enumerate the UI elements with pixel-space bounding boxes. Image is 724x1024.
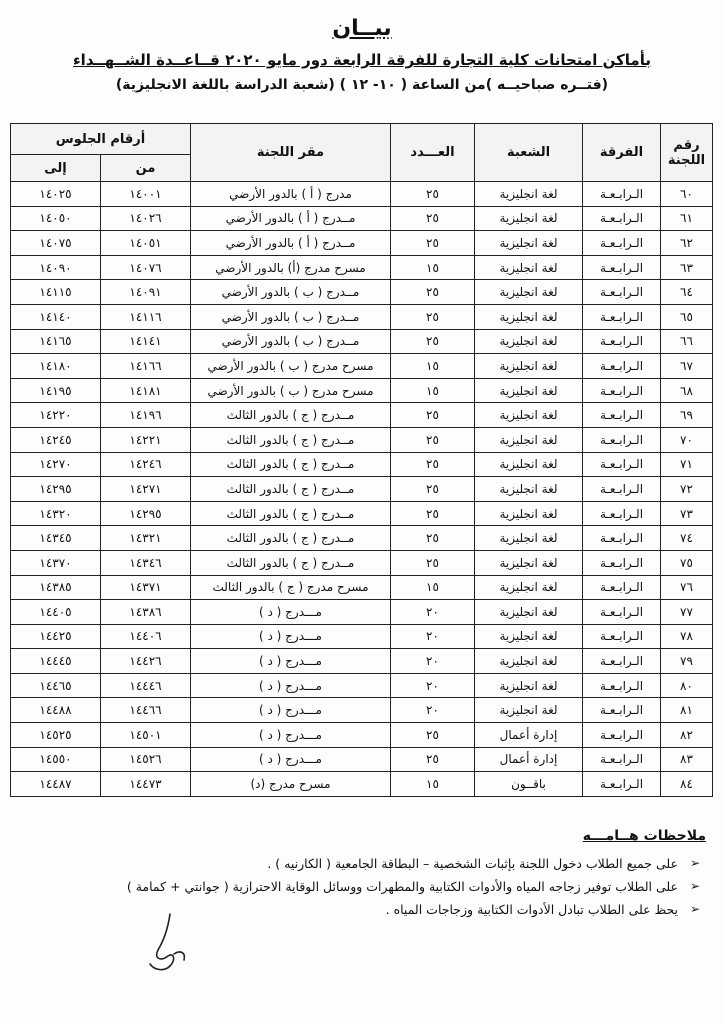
handwritten-signature [140, 910, 200, 980]
cell-seat-to: ١٤٤٨٧ [11, 772, 101, 797]
table-row [11, 403, 713, 428]
cell-seat-to: ١٤١١٥ [11, 280, 101, 305]
header-to: إلى [11, 155, 101, 182]
cell-division: لغة انجليزية [475, 649, 583, 674]
cell-grade: الـرابـعـة [583, 501, 661, 526]
cell-count: ٢٥ [391, 231, 475, 256]
cell-seat-from: ١٤١٨١ [101, 378, 191, 403]
cell-location: مسرح مدرج ( ب ) بالدور الأرضي [191, 378, 391, 403]
cell-count: ١٥ [391, 354, 475, 379]
header-seat-numbers: أرقام الجلوس [11, 124, 191, 155]
cell-seat-to: ١٤٣٤٥ [11, 526, 101, 551]
cell-seat-to: ١٤٤٠٥ [11, 600, 101, 625]
cell-count: ١٥ [391, 772, 475, 797]
cell-grade: الـرابـعـة [583, 477, 661, 502]
cell-seat-from: ١٤٢٤٦ [101, 452, 191, 477]
cell-division: لغة انجليزية [475, 182, 583, 207]
cell-location: مـــدرج ( د ) [191, 649, 391, 674]
cell-seat-to: ١٤٣٢٠ [11, 501, 101, 526]
cell-location: مــدرج ( ج ) بالدور الثالث [191, 427, 391, 452]
table-row [11, 280, 713, 305]
table-row [11, 477, 713, 502]
cell-division: لغة انجليزية [475, 550, 583, 575]
cell-location: مـــدرج ( د ) [191, 698, 391, 723]
table-row [11, 427, 713, 452]
cell-seat-from: ١٤٥٠١ [101, 723, 191, 748]
cell-seat-to: ١٤٢٢٠ [11, 403, 101, 428]
table-row [11, 329, 713, 354]
table-row [11, 575, 713, 600]
cell-seat-from: ١٤٢٢١ [101, 427, 191, 452]
table-row [11, 354, 713, 379]
cell-location: مـــدرج ( د ) [191, 747, 391, 772]
cell-seat-from: ١٤٤٤٦ [101, 673, 191, 698]
cell-count: ٢٠ [391, 673, 475, 698]
cell-count: ٢٥ [391, 280, 475, 305]
cell-count: ١٥ [391, 378, 475, 403]
cell-count: ٢٠ [391, 649, 475, 674]
table-row [11, 452, 713, 477]
cell-grade: الـرابـعـة [583, 575, 661, 600]
cell-location: مـــدرج ( د ) [191, 673, 391, 698]
table-row [11, 501, 713, 526]
cell-committee-no: ٦٤ [661, 280, 713, 305]
cell-grade: الـرابـعـة [583, 624, 661, 649]
header-from: من [101, 155, 191, 182]
cell-division: لغة انجليزية [475, 600, 583, 625]
cell-count: ٢٥ [391, 477, 475, 502]
cell-count: ٢٥ [391, 329, 475, 354]
cell-seat-from: ١٤٣٧١ [101, 575, 191, 600]
cell-grade: الـرابـعـة [583, 427, 661, 452]
exam-schedule-table [10, 123, 713, 797]
table-row [11, 304, 713, 329]
cell-grade: الـرابـعـة [583, 329, 661, 354]
cell-count: ٢٠ [391, 600, 475, 625]
table-row [11, 747, 713, 772]
cell-seat-from: ١٤٠٢٦ [101, 206, 191, 231]
note-item: ➢ على جميع الطلاب دخول اللجنة بإثبات الشخصية – البطاقة الجامعية ( الكارنيه ) . [16, 852, 678, 875]
cell-grade: الـرابـعـة [583, 403, 661, 428]
cell-grade: الـرابـعـة [583, 280, 661, 305]
notes-title: ملاحظات هــامـــه [582, 828, 706, 844]
cell-location: مــدرج ( ج ) بالدور الثالث [191, 526, 391, 551]
cell-committee-no: ٦٩ [661, 403, 713, 428]
cell-division: لغة انجليزية [475, 526, 583, 551]
notes-list [16, 852, 706, 921]
cell-grade: الـرابـعـة [583, 723, 661, 748]
cell-division: إدارة أعمال [475, 747, 583, 772]
cell-location: مــدرج ( ج ) بالدور الثالث [191, 501, 391, 526]
cell-location: مــدرج ( ج ) بالدور الثالث [191, 477, 391, 502]
cell-count: ٢٥ [391, 452, 475, 477]
cell-seat-to: ١٤٠٧٥ [11, 231, 101, 256]
cell-committee-no: ٦٣ [661, 255, 713, 280]
table-row [11, 550, 713, 575]
cell-committee-no: ٨٠ [661, 673, 713, 698]
cell-committee-no: ٨٤ [661, 772, 713, 797]
cell-seat-from: ١٤٣٤٦ [101, 550, 191, 575]
cell-grade: الـرابـعـة [583, 304, 661, 329]
cell-location: مــدرج ( ب ) بالدور الأرضي [191, 304, 391, 329]
cell-division: إدارة أعمال [475, 723, 583, 748]
table-row [11, 231, 713, 256]
cell-grade: الـرابـعـة [583, 772, 661, 797]
cell-seat-to: ١٤٢٧٠ [11, 452, 101, 477]
table-row [11, 673, 713, 698]
cell-grade: الـرابـعـة [583, 255, 661, 280]
cell-seat-to: ١٤٠٥٠ [11, 206, 101, 231]
cell-location: مــدرج ( ب ) بالدور الأرضي [191, 329, 391, 354]
cell-seat-to: ١٤٤٢٥ [11, 624, 101, 649]
cell-count: ٢٥ [391, 501, 475, 526]
cell-seat-from: ١٤٠٧٦ [101, 255, 191, 280]
cell-division: لغة انجليزية [475, 255, 583, 280]
cell-location: مــدرج ( ج ) بالدور الثالث [191, 550, 391, 575]
note-item: ➢ يحظ على الطلاب تبادل الأدوات الكتابية وزجاجات المياه . [16, 898, 678, 921]
cell-location: مــدرج ( أ ) بالدور الأرضي [191, 206, 391, 231]
cell-division: لغة انجليزية [475, 673, 583, 698]
cell-location: مدرج ( أ ) بالدور الأرضي [191, 182, 391, 207]
cell-seat-from: ١٤١٤١ [101, 329, 191, 354]
cell-committee-no: ٧٠ [661, 427, 713, 452]
cell-seat-from: ١٤٠٩١ [101, 280, 191, 305]
cell-grade: الـرابـعـة [583, 526, 661, 551]
header-grade: الفرقة [583, 124, 661, 182]
cell-seat-from: ١٤٤٦٦ [101, 698, 191, 723]
cell-seat-to: ١٤٥٥٠ [11, 747, 101, 772]
cell-seat-to: ١٤٥٢٥ [11, 723, 101, 748]
cell-division: لغة انجليزية [475, 403, 583, 428]
cell-count: ٢٥ [391, 403, 475, 428]
cell-grade: الـرابـعـة [583, 206, 661, 231]
document-subtitle: بأماكن امتحانات كلية التجارة للفرقة الرابعة دور مايو ٢٠٢٠ قــاعــدة الشــهــداء [72, 51, 651, 69]
table-row [11, 649, 713, 674]
cell-location: مــدرج ( ج ) بالدور الثالث [191, 403, 391, 428]
cell-seat-to: ١٤٢٩٥ [11, 477, 101, 502]
cell-count: ٢٥ [391, 526, 475, 551]
session-period: (فتــره صباحيــه )من الساعة ( ١٠- ١٢ ) (شعبة الدراسة باللغة الانجليزية) [115, 77, 609, 93]
document-header [0, 12, 724, 96]
cell-count: ٢٥ [391, 550, 475, 575]
notes-section [16, 828, 706, 921]
cell-grade: الـرابـعـة [583, 747, 661, 772]
cell-grade: الـرابـعـة [583, 354, 661, 379]
cell-grade: الـرابـعـة [583, 673, 661, 698]
cell-division: لغة انجليزية [475, 624, 583, 649]
cell-count: ٢٥ [391, 206, 475, 231]
cell-seat-from: ١٤٤٧٣ [101, 772, 191, 797]
cell-seat-from: ١٤٠٠١ [101, 182, 191, 207]
cell-count: ٢٠ [391, 698, 475, 723]
cell-division: لغة انجليزية [475, 427, 583, 452]
cell-location: مسرح مدرج ( ج ) بالدور الثالث [191, 575, 391, 600]
cell-division: لغة انجليزية [475, 452, 583, 477]
cell-count: ٢٥ [391, 304, 475, 329]
cell-seat-to: ١٤٠٢٥ [11, 182, 101, 207]
cell-division: لغة انجليزية [475, 329, 583, 354]
cell-location: مـــدرج ( د ) [191, 600, 391, 625]
cell-seat-from: ١٤١٩٦ [101, 403, 191, 428]
cell-division: لغة انجليزية [475, 477, 583, 502]
cell-seat-to: ١٤٤٤٥ [11, 649, 101, 674]
cell-committee-no: ٦١ [661, 206, 713, 231]
cell-committee-no: ٦٨ [661, 378, 713, 403]
cell-location: مـــدرج ( د ) [191, 624, 391, 649]
table-row [11, 182, 713, 207]
cell-seat-from: ١٤١٦٦ [101, 354, 191, 379]
table-row [11, 206, 713, 231]
cell-committee-no: ٨٢ [661, 723, 713, 748]
cell-location: مسرح مدرج (أ) بالدور الأرضي [191, 255, 391, 280]
cell-seat-from: ١٤٢٧١ [101, 477, 191, 502]
header-division: الشعبة [475, 124, 583, 182]
cell-seat-to: ١٤١٤٠ [11, 304, 101, 329]
header-location: مقر اللجنة [191, 124, 391, 182]
cell-seat-to: ١٤٢٤٥ [11, 427, 101, 452]
cell-seat-to: ١٤٣٨٥ [11, 575, 101, 600]
cell-location: مسرح مدرج (د) [191, 772, 391, 797]
table-row [11, 526, 713, 551]
table-row [11, 378, 713, 403]
cell-location: مـــدرج ( د ) [191, 723, 391, 748]
cell-seat-from: ١٤٠٥١ [101, 231, 191, 256]
cell-committee-no: ٦٢ [661, 231, 713, 256]
header-committee-no: رقم اللجنة [661, 124, 713, 182]
cell-seat-from: ١٤٢٩٥ [101, 501, 191, 526]
cell-committee-no: ٧٧ [661, 600, 713, 625]
cell-location: مــدرج ( ب ) بالدور الأرضي [191, 280, 391, 305]
cell-seat-to: ١٤١٦٥ [11, 329, 101, 354]
cell-seat-from: ١٤٤٠٦ [101, 624, 191, 649]
cell-committee-no: ٦٠ [661, 182, 713, 207]
cell-count: ١٥ [391, 575, 475, 600]
cell-committee-no: ٨١ [661, 698, 713, 723]
cell-division: لغة انجليزية [475, 354, 583, 379]
cell-committee-no: ٧٤ [661, 526, 713, 551]
cell-grade: الـرابـعـة [583, 182, 661, 207]
cell-grade: الـرابـعـة [583, 550, 661, 575]
header-count: العـــدد [391, 124, 475, 182]
cell-division: لغة انجليزية [475, 698, 583, 723]
cell-grade: الـرابـعـة [583, 649, 661, 674]
cell-division: لغة انجليزية [475, 280, 583, 305]
cell-division: لغة انجليزية [475, 501, 583, 526]
cell-grade: الـرابـعـة [583, 600, 661, 625]
cell-committee-no: ٧٦ [661, 575, 713, 600]
cell-grade: الـرابـعـة [583, 452, 661, 477]
cell-committee-no: ٨٣ [661, 747, 713, 772]
table-row [11, 255, 713, 280]
table-row [11, 600, 713, 625]
cell-division: لغة انجليزية [475, 206, 583, 231]
cell-count: ٢٥ [391, 182, 475, 207]
cell-committee-no: ٧٨ [661, 624, 713, 649]
cell-count: ٢٥ [391, 723, 475, 748]
cell-grade: الـرابـعـة [583, 378, 661, 403]
cell-seat-to: ١٤٣٧٠ [11, 550, 101, 575]
cell-committee-no: ٦٥ [661, 304, 713, 329]
table-row [11, 624, 713, 649]
cell-seat-from: ١٤٣٨٦ [101, 600, 191, 625]
cell-seat-to: ١٤١٩٥ [11, 378, 101, 403]
cell-committee-no: ٧٣ [661, 501, 713, 526]
cell-location: مسرح مدرج ( ب ) بالدور الأرضي [191, 354, 391, 379]
table-row [11, 772, 713, 797]
document-title: بيــان [332, 16, 392, 41]
table-row [11, 723, 713, 748]
cell-seat-to: ١٤٠٩٠ [11, 255, 101, 280]
cell-committee-no: ٧٩ [661, 649, 713, 674]
cell-committee-no: ٧٢ [661, 477, 713, 502]
cell-division: لغة انجليزية [475, 378, 583, 403]
cell-grade: الـرابـعـة [583, 231, 661, 256]
cell-grade: الـرابـعـة [583, 698, 661, 723]
cell-location: مــدرج ( ج ) بالدور الثالث [191, 452, 391, 477]
cell-count: ١٥ [391, 255, 475, 280]
cell-committee-no: ٦٧ [661, 354, 713, 379]
cell-count: ٢٥ [391, 427, 475, 452]
cell-count: ٢٥ [391, 747, 475, 772]
table-body [11, 182, 713, 797]
note-item: ➢ على الطلاب توفير زجاجه المياه والأدوات الكتابية والمطهرات ووسائل الوقاية الاحترازية ( جوانتي + كمامة ) [16, 875, 678, 898]
cell-seat-from: ١٤٤٢٦ [101, 649, 191, 674]
cell-committee-no: ٧١ [661, 452, 713, 477]
cell-count: ٢٠ [391, 624, 475, 649]
cell-division: لغة انجليزية [475, 304, 583, 329]
cell-seat-from: ١٤١١٦ [101, 304, 191, 329]
cell-seat-from: ١٤٥٢٦ [101, 747, 191, 772]
cell-seat-to: ١٤٤٨٨ [11, 698, 101, 723]
cell-division: لغة انجليزية [475, 231, 583, 256]
cell-division: باقــون [475, 772, 583, 797]
cell-location: مــدرج ( أ ) بالدور الأرضي [191, 231, 391, 256]
cell-division: لغة انجليزية [475, 575, 583, 600]
cell-seat-from: ١٤٣٢١ [101, 526, 191, 551]
table-row [11, 698, 713, 723]
cell-committee-no: ٧٥ [661, 550, 713, 575]
cell-committee-no: ٦٦ [661, 329, 713, 354]
cell-seat-to: ١٤١٨٠ [11, 354, 101, 379]
cell-seat-to: ١٤٤٦٥ [11, 673, 101, 698]
